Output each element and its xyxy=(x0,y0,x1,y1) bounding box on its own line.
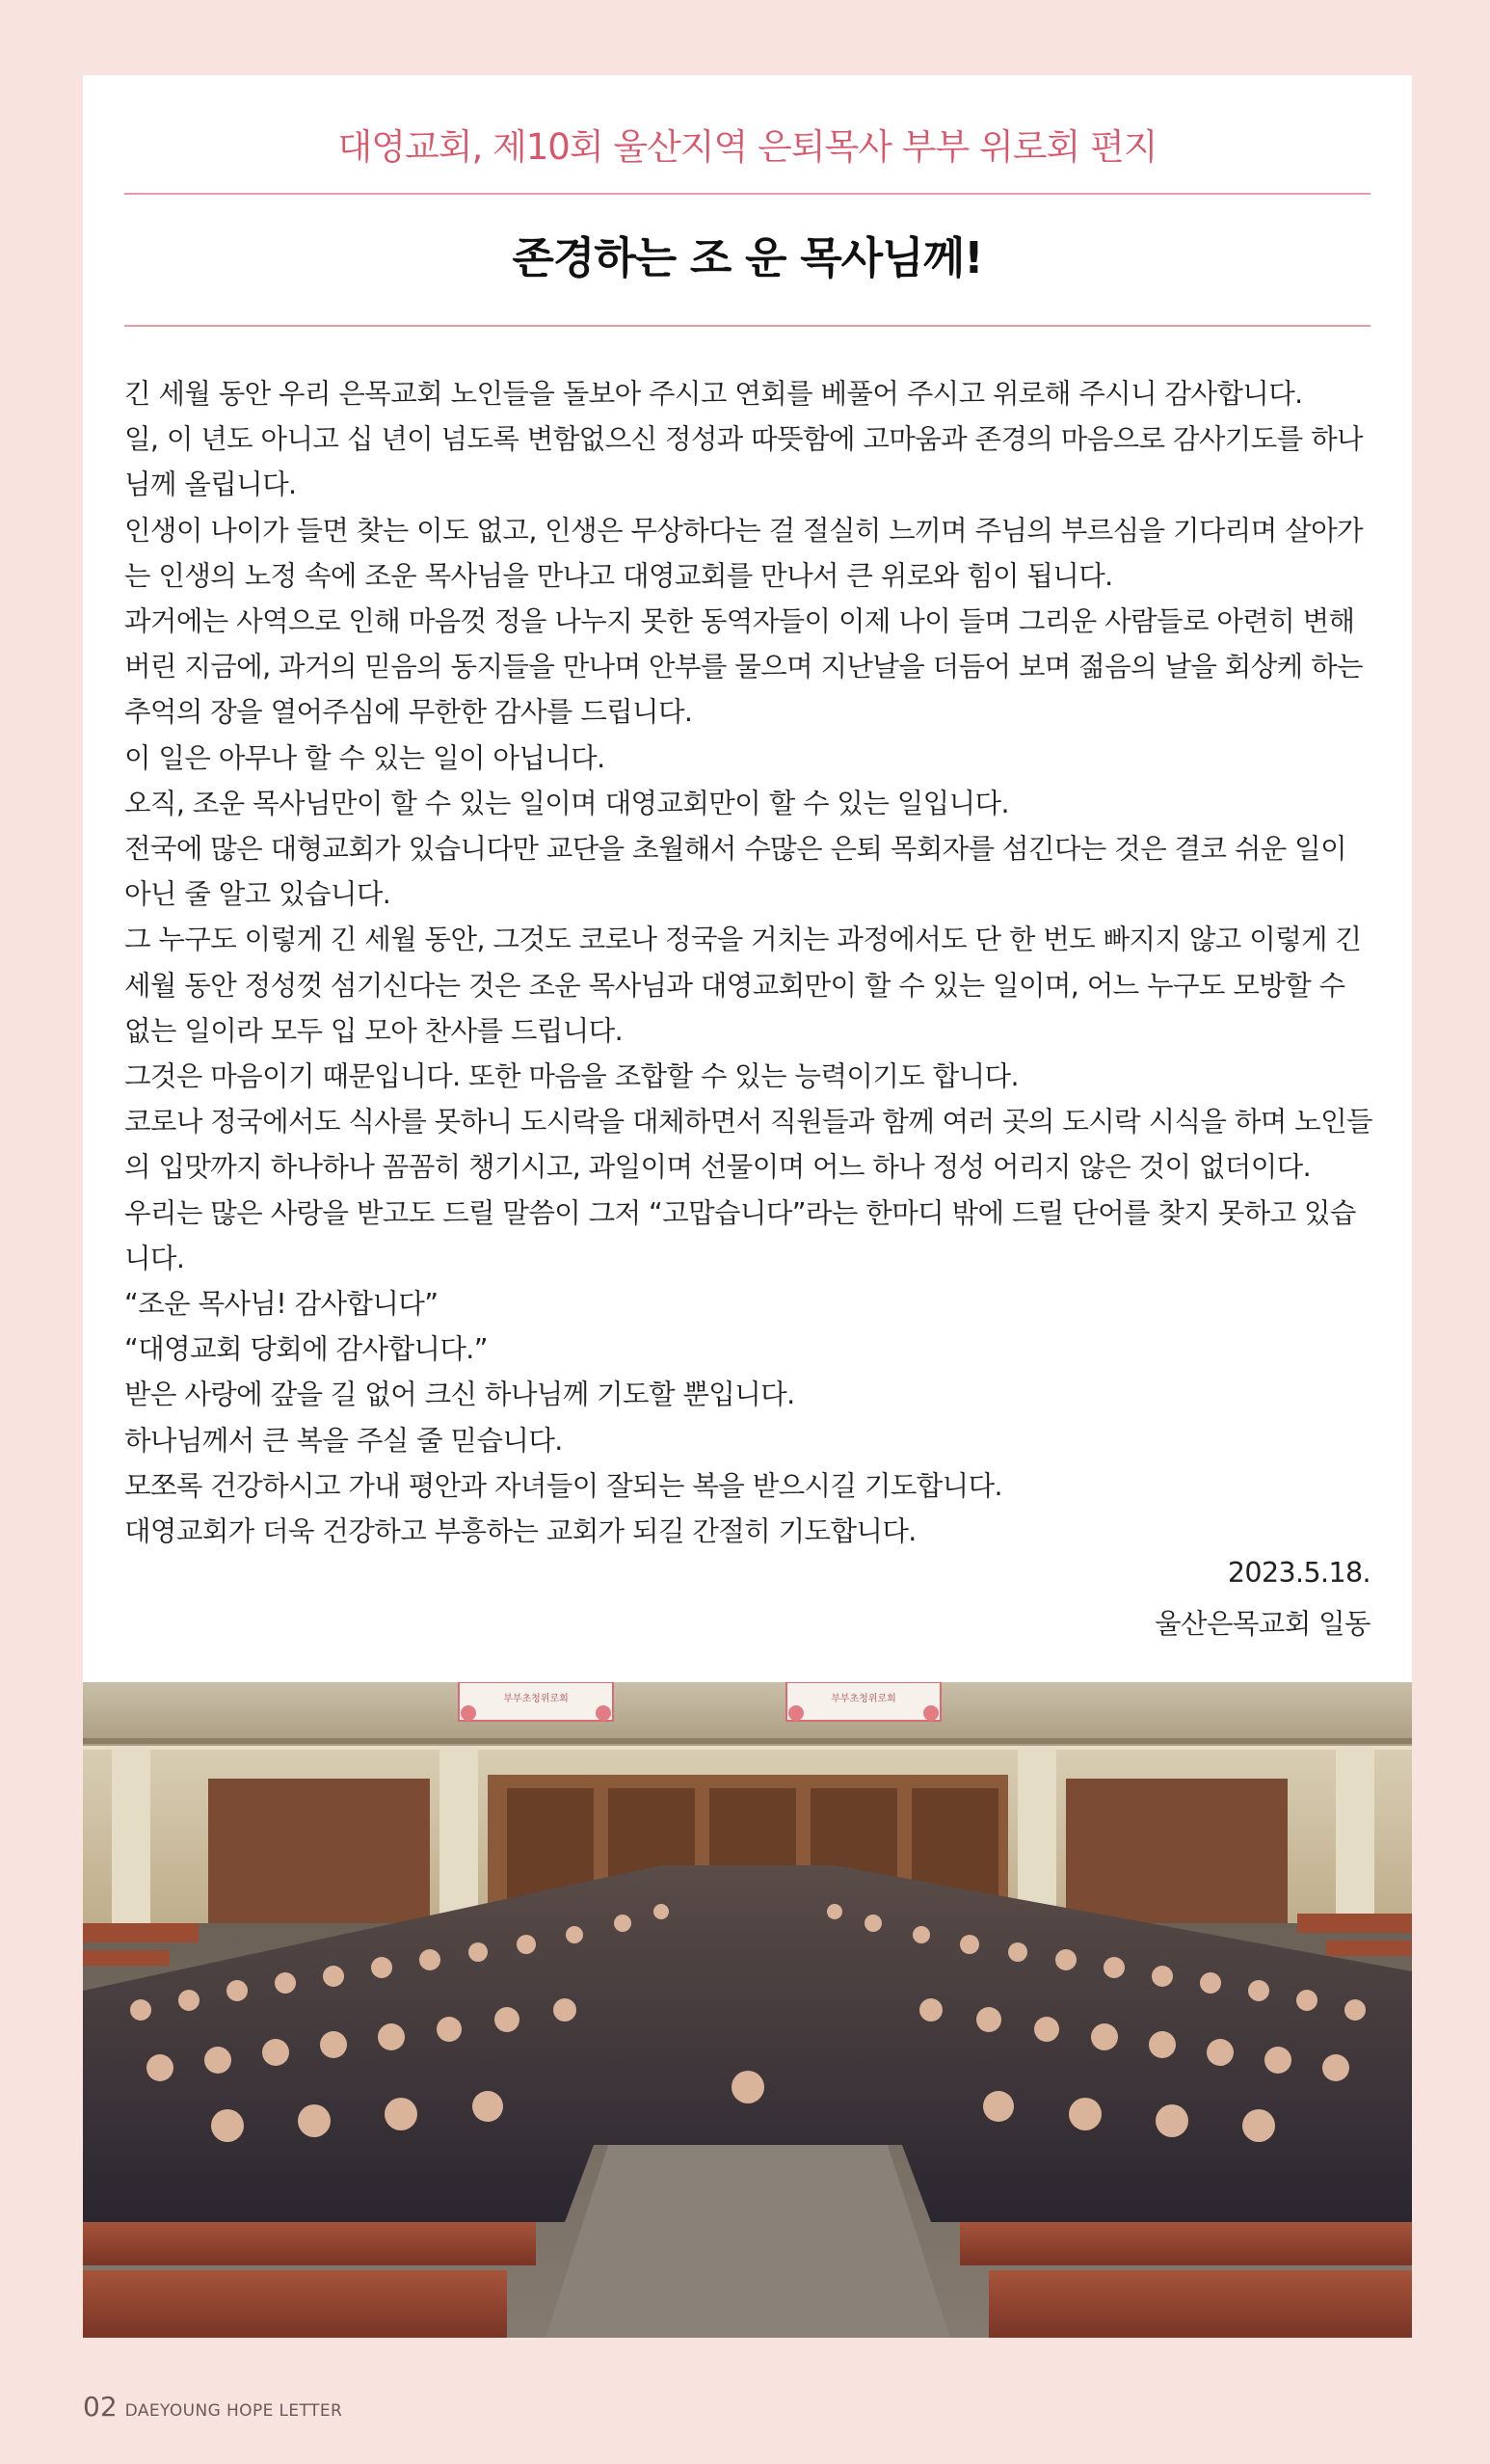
letter-paragraph: 우리는 많은 사랑을 받고도 드릴 말씀이 그저 “고맙습니다”라는 한마디 밖에 드릴 단어를 찾지 못하고 있습니다. xyxy=(124,1196,1356,1274)
letter-paragraph: 오직, 조운 목사님만이 할 수 있는 일이며 대영교회만이 할 수 있는 일입니다. xyxy=(124,787,1009,819)
heading-divider xyxy=(124,325,1370,327)
letter-paragraph: 모쪼록 건강하시고 가내 평안과 자녀들이 잘되는 복을 받으시길 기도합니다. xyxy=(124,1469,1002,1502)
letter-paragraph: 코로나 정국에서도 식사를 못하니 도시락을 대체하면서 직원들과 함께 여러 곳의 도시락 시식을 하며 노인들의 입맛까지 하나하나 꼼꼼히 챙기시고, 과일이며 선물이며 어느 하나 정성 어리지 않은 것이 없더이다. xyxy=(124,1106,1372,1184)
letter-paragraph: “대영교회 당회에 감사합니다.” xyxy=(124,1333,488,1366)
letter-paragraph: 대영교회가 더욱 건강하고 부흥하는 교회가 되길 간절히 기도합니다. xyxy=(124,1515,917,1548)
letter-paragraph: 인생이 나이가 들면 찾는 이도 없고, 인생은 무상하다는 걸 절실히 느끼며 주님의 부르심을 기다리며 살아가는 인생의 노정 속에 조운 목사님을 만나고 대영교회를 만나서 큰 위로와 힘이 됩니다. xyxy=(124,514,1363,592)
svg-text:부부초청위로회: 부부초청위로회 xyxy=(503,1694,569,1704)
header-divider xyxy=(124,193,1370,195)
letter-signature: 울산은목교회 일동 xyxy=(1155,1608,1370,1640)
letter-paragraph: 그것은 마음이기 때문입니다. 또한 마음을 조합할 수 있는 능력이기도 합니다. xyxy=(124,1060,1019,1093)
letter-paragraph: 그 누구도 이렇게 긴 세월 동안, 그것도 코로나 정국을 거치는 과정에서도 단 한 번도 빠지지 않고 이렇게 긴 세월 동안 정성껏 섬기신다는 것은 조운 목사님과 대영교회만이 할 수 있는 일이며, 어느 누구도 모방할 수 없는 일이라 모두 입 모아 찬사를 드립니다. xyxy=(124,924,1362,1047)
photo-banner-left xyxy=(459,1682,613,1721)
letter-paragraph: 일, 이 년도 아니고 십 년이 넘도록 변함없으신 정성과 따뜻함에 고마움과 존경의 마음으로 감사기도를 하나님께 올립니다. xyxy=(124,423,1363,501)
letter-heading: 존경하는 조 운 목사님께! xyxy=(512,232,983,283)
group-photo xyxy=(83,1682,1412,2338)
page-footer xyxy=(83,2391,342,2423)
letter-paragraph: “조운 목사님! 감사합니다” xyxy=(124,1288,439,1321)
page-number: 02 xyxy=(83,2391,118,2423)
letter-paragraph: 전국에 많은 대형교회가 있습니다만 교단을 초월해서 수많은 은퇴 목회자를 섬긴다는 것은 결코 쉬운 일이 아닌 줄 알고 있습니다. xyxy=(124,833,1347,911)
svg-text:부부초청위로회: 부부초청위로회 xyxy=(831,1694,896,1704)
letter-paragraph: 과거에는 사역으로 인해 마음껏 정을 나누지 못한 동역자들이 이제 나이 들며 그리운 사람들로 아련히 변해버린 지금에, 과거의 믿음의 동지들을 만나며 안부를 물으며 지난날을 더듬어 보며 젊음의 날을 회상케 하는 추억의 장을 열어주심에 무한한 감사를 드립니다. xyxy=(124,605,1363,729)
photo-banner-right xyxy=(786,1682,941,1721)
letter-date: 2023.5.18. xyxy=(1227,1557,1370,1589)
letter-card xyxy=(83,75,1412,2338)
letter-body xyxy=(124,371,1372,1554)
letter-paragraph: 하나님께서 큰 복을 주실 줄 믿습니다. xyxy=(124,1424,563,1457)
letter-paragraph: 긴 세월 동안 우리 은목교회 노인들을 돌보아 주시고 연회를 베풀어 주시고 위로해 주시니 감사합니다. xyxy=(124,378,1303,410)
publication-name: DAEYOUNG HOPE LETTER xyxy=(124,2401,343,2421)
header-title: 대영교회, 제10회 울산지역 은퇴목사 부부 위로회 편지 xyxy=(337,126,1157,168)
letter-paragraph: 받은 사랑에 갚을 길 없어 크신 하나님께 기도할 뿐입니다. xyxy=(124,1379,795,1411)
letter-paragraph: 이 일은 아무나 할 수 있는 일이 아닙니다. xyxy=(124,741,605,774)
